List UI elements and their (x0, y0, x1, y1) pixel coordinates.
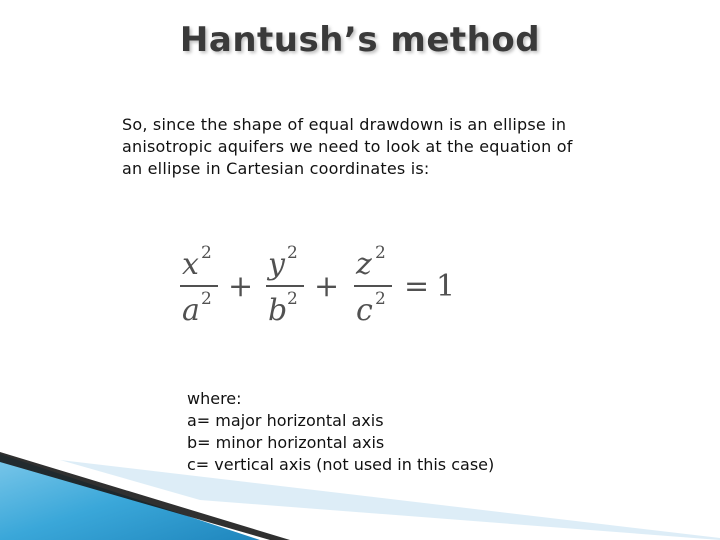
intro-line: anisotropic aquifers we need to look at the equation of (122, 137, 573, 156)
term-1-numerator: x (182, 247, 199, 282)
term-1-denominator-exponent: 2 (201, 289, 212, 309)
definition-item: b= minor horizontal axis (187, 433, 385, 452)
term-1-numerator-exponent: 2 (201, 243, 212, 263)
equation-rhs: 1 (436, 269, 456, 304)
term-2-denominator-exponent: 2 (287, 289, 298, 309)
intro-line: an ellipse in Cartesian coordinates is: (122, 159, 430, 178)
definitions-heading: where: (187, 389, 242, 408)
term-3-denominator-exponent: 2 (375, 289, 386, 309)
term-3-numerator-exponent: 2 (375, 243, 386, 263)
slide-title: Hantush’s method (179, 20, 541, 60)
intro-paragraph (122, 114, 622, 180)
term-2-denominator: b (268, 293, 288, 328)
term-3-denominator: c (356, 293, 373, 328)
term-1-denominator: a (182, 293, 200, 328)
intro-line: So, since the shape of equal drawdown is an ellipse in (122, 115, 567, 134)
term-3-numerator: z (356, 247, 372, 282)
equals-sign: = (404, 269, 430, 304)
ellipse-equation (176, 240, 476, 330)
decorative-swoosh (0, 440, 720, 540)
plus-sign-2: + (314, 269, 340, 304)
definition-item: a= major horizontal axis (187, 411, 384, 430)
term-2-numerator-exponent: 2 (287, 243, 298, 263)
equation-graphic (176, 240, 476, 330)
plus-sign-1: + (228, 269, 254, 304)
definition-item: c= vertical axis (not used in this case) (187, 455, 495, 474)
term-2-numerator: y (268, 247, 285, 282)
